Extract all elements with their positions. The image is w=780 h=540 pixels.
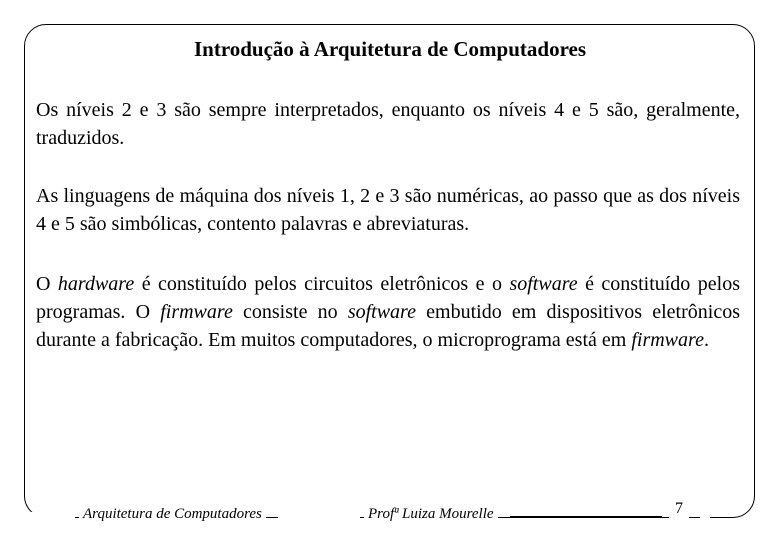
footer-rule <box>510 516 662 517</box>
frame-gap-left <box>25 512 75 520</box>
text-run: . <box>703 329 709 351</box>
text-run: Os níveis 2 e 3 são sempre interpretados, enquanto os níveis 4 e 5 são, geralmente, traduzidos. <box>36 99 740 149</box>
frame-gap-middle <box>278 512 360 520</box>
page-number: 7 <box>669 500 689 518</box>
text-run: O <box>36 273 58 295</box>
frame-gap-right <box>700 512 710 520</box>
emphasized-term: hardware <box>57 273 135 295</box>
emphasized-term: firmware <box>160 301 233 323</box>
text-run: As linguagens de máquina dos níveis 1, 2 e 3 são numéricas, ao passo que as dos níveis 4 e 5 são simbólicas, contento palavras e abreviaturas. <box>36 185 740 235</box>
paragraph-hardware-software <box>36 270 740 354</box>
paragraph-languages <box>36 182 740 238</box>
footer-course: Arquitetura de Computadores <box>79 506 266 523</box>
text-run: embutido em dispositivos eletrônicos durante a fabricação. Em muitos computadores, o microprograma está em <box>36 301 740 351</box>
slide-title: Introdução à Arquitetura de Computadores <box>193 37 587 61</box>
emphasized-term: software <box>509 273 578 295</box>
text-run: consiste no <box>232 301 348 323</box>
text-run: é constituído pelos programas. O <box>36 273 740 323</box>
footer-author: Profª Luiza Mourelle <box>364 506 498 523</box>
text-run: é constituído pelos circuitos eletrônicos e o <box>134 273 510 295</box>
emphasized-term: software <box>347 301 416 323</box>
emphasized-term: firmware <box>631 329 704 351</box>
paragraph-interpretation <box>36 96 740 152</box>
